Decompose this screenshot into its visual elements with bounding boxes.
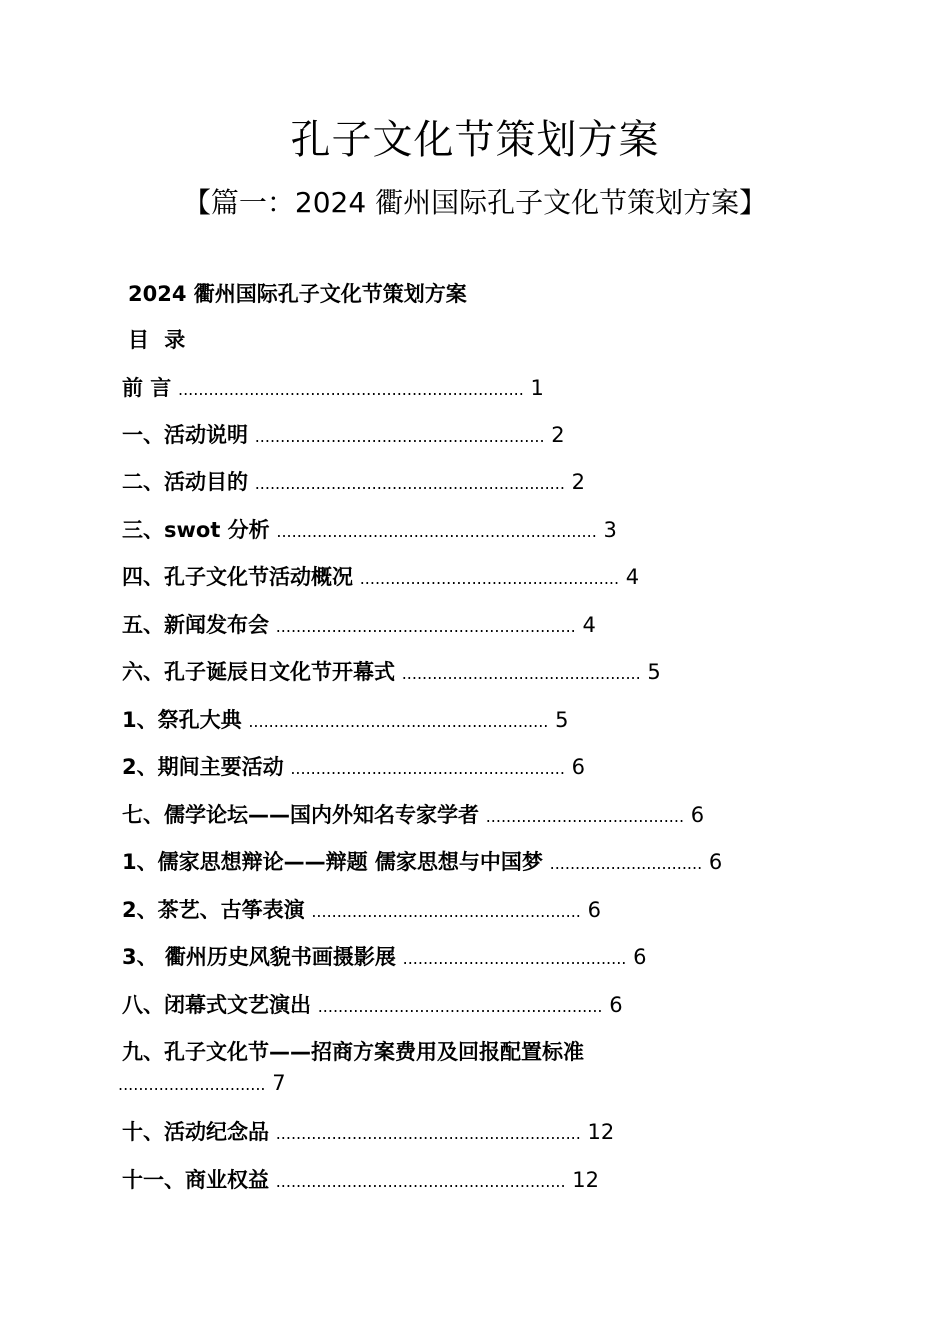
toc-entry-label: 1、儒家思想辩论——辩题 儒家思想与中国梦 [122,850,543,874]
toc-entry-leader: ..................................................... [311,902,581,921]
toc-entry-label: 三、swot 分析 [122,518,270,542]
toc-entry-page: 12 [587,1120,615,1144]
toc-entry-continuation[interactable] [118,1068,286,1100]
toc-entry-label: 五、新闻发布会 [122,613,269,637]
toc-entry[interactable] [122,420,565,452]
toc-entry-leader: ......................................................... [254,427,545,446]
toc-entry[interactable] [122,942,646,974]
toc-entry[interactable] [122,990,623,1022]
toc-entry-label: 一、活动说明 [122,423,248,447]
toc-entry-leader: ........................................................... [275,617,576,636]
toc-entry[interactable] [122,515,617,547]
toc-entry[interactable] [122,800,704,832]
toc-entry-page: 3 [603,518,617,542]
toc-entry-page: 4 [582,613,596,637]
document-subtitle: 【篇一：2024 衢州国际孔子文化节策划方案】 [182,186,768,219]
toc-entry-page: 1 [530,376,544,400]
toc-entry-label: 十、活动纪念品 [122,1120,269,1144]
toc-entry-label: 十一、商业权益 [122,1168,269,1192]
toc-entry-leader: .................................................................... [178,380,524,399]
toc-entry-label: 二、活动目的 [122,470,248,494]
toc-entry-leader: ........................................................... [248,712,549,731]
toc-title: 目 录 [128,328,190,352]
toc-entry[interactable] [122,610,596,642]
toc-entry-label: 六、孔子诞辰日文化节开幕式 [122,660,395,684]
toc-entry[interactable] [122,752,585,784]
toc-entry-page: 7 [272,1071,286,1095]
section-heading: 2024 衢州国际孔子文化节策划方案 [128,282,467,306]
toc-entry[interactable] [122,1165,599,1197]
toc-entry[interactable] [122,895,601,927]
toc-entry-page: 5 [647,660,661,684]
toc-entry-leader: ............................................... [401,664,641,683]
toc-entry-leader: ......................................................... [275,1172,566,1191]
toc-entry-page: 6 [708,850,723,874]
toc-entry-page: 4 [625,565,640,589]
toc-entry-label: 七、儒学论坛——国内外知名专家学者 [122,803,479,827]
toc-entry-wrapped[interactable] [122,1037,584,1067]
toc-entry-label: 八、闭幕式文艺演出 [122,993,311,1017]
toc-entry-page: 6 [571,755,586,779]
toc-entry-page: 5 [555,708,569,732]
toc-entry-leader: ........................................................ [317,997,603,1016]
toc-entry-page: 2 [571,470,585,494]
toc-entry-label: 3、 衢州历史风貌书画摄影展 [122,945,396,969]
toc-entry-leader: ....................................... [485,807,685,826]
toc-entry-leader: ............................................................. [254,474,565,493]
toc-entry-leader: .............................. [549,854,703,873]
toc-entry[interactable] [122,847,722,879]
toc-entry-label: 2、茶艺、古筝表演 [122,898,305,922]
toc-entry-leader: ............................................................... [276,522,597,541]
toc-entry-page: 6 [587,898,601,922]
toc-entry-page: 2 [551,423,565,447]
toc-entry-page: 6 [690,803,705,827]
toc-entry[interactable] [122,562,639,594]
toc-entry-leader: ............................................ [402,949,627,968]
toc-entry-leader: ................................................... [359,569,620,588]
toc-entry-label: 四、孔子文化节活动概况 [122,565,353,589]
document-title: 孔子文化节策划方案 [290,117,660,163]
toc-entry-label: 2、期间主要活动 [122,755,284,779]
toc-entry[interactable] [122,373,544,405]
toc-entry-label: 九、孔子文化节——招商方案费用及回报配置标准 [122,1040,584,1064]
toc-entry-leader: ............................................................ [275,1124,581,1143]
toc-entry-page: 12 [572,1168,600,1192]
toc-entry-leader: ............................. [118,1075,266,1094]
toc-entry-label: 前 言 [122,376,172,400]
toc-entry-label: 1、祭孔大典 [122,708,242,732]
toc-entry[interactable] [122,705,568,737]
toc-entry-leader: ...................................................... [290,759,565,778]
toc-entry[interactable] [122,1117,614,1149]
toc-entry[interactable] [122,657,661,689]
toc-entry-page: 6 [609,993,623,1017]
toc-entry[interactable] [122,467,585,499]
toc-entry-page: 6 [633,945,647,969]
